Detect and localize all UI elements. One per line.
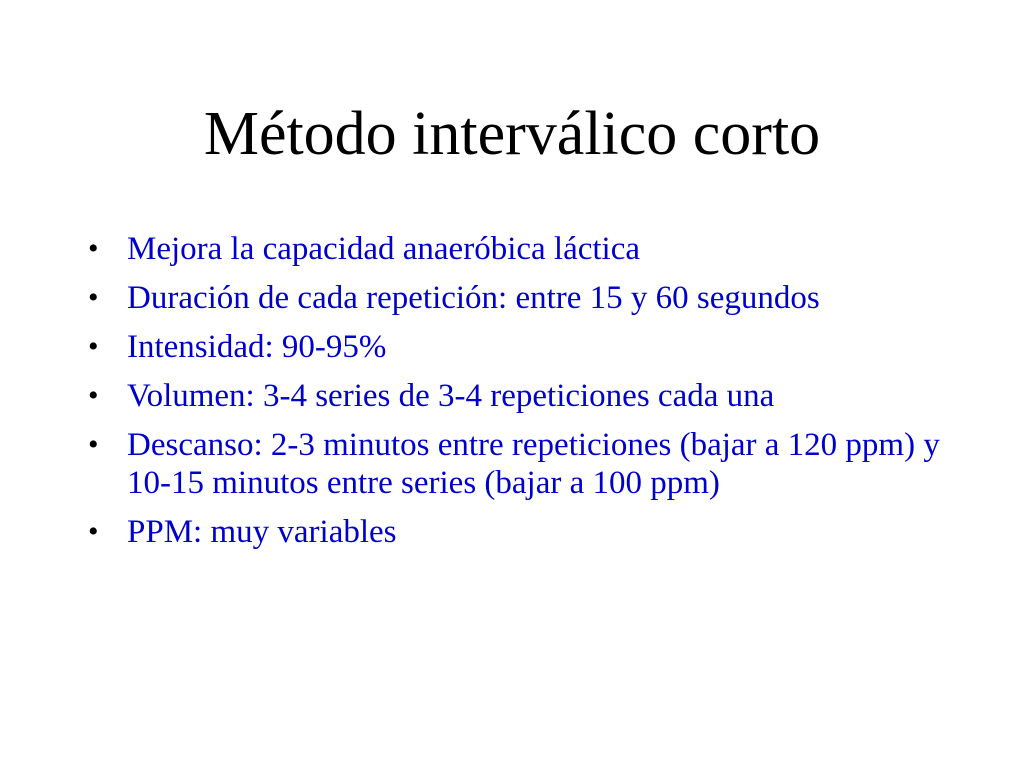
- bullet-item: [88, 377, 948, 415]
- bullet-text: Duración de cada repetición: entre 15 y 60 segundos: [127, 280, 820, 316]
- bullet-list: [88, 230, 948, 562]
- bullet-symbol: •: [88, 232, 99, 265]
- bullet-symbol: •: [88, 515, 99, 548]
- bullet-symbol: •: [88, 379, 99, 412]
- bullet-text: Intensidad: 90-95%: [127, 329, 387, 365]
- bullet-item: [88, 328, 948, 366]
- bullet-item: [88, 230, 948, 268]
- slide-title: Método interválico corto: [203, 100, 821, 168]
- bullet-symbol: •: [88, 428, 99, 461]
- bullet-item: [88, 513, 948, 551]
- bullet-item: [88, 426, 948, 502]
- bullet-symbol: •: [88, 330, 99, 363]
- bullet-text: Mejora la capacidad anaeróbica láctica: [127, 231, 640, 267]
- bullet-item: [88, 279, 948, 317]
- bullet-symbol: •: [88, 281, 99, 314]
- bullet-text: PPM: muy variables: [127, 514, 397, 550]
- bullet-text: Volumen: 3-4 series de 3-4 repeticiones cada una: [127, 378, 775, 414]
- bullet-text: Descanso: 2-3 minutos entre repeticiones (bajar a 120 ppm) y 10-15 minutos entre series (bajar a 100 ppm): [127, 427, 940, 501]
